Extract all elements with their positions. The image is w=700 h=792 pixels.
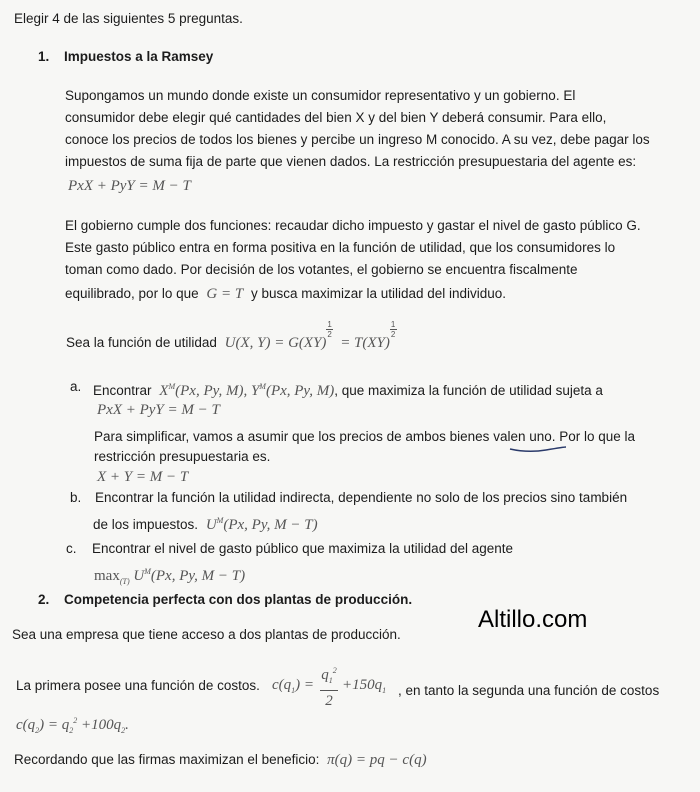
second-cost-function: $c(q_2) = q_2^2 +100q_2$.	[16, 716, 129, 735]
part-c-equation: $\max_{(T)} U^M(Px$, Py, M − T)	[94, 567, 246, 586]
q1-paragraph-line: impuestos de suma fija de parte que vienen dados. La restricción presupuestaria del agente es:	[65, 154, 637, 169]
budget-constraint-equation: PxX + PyY = M − T	[68, 178, 191, 194]
part-a-label: a.	[70, 379, 82, 394]
q1-number: 1.	[38, 49, 50, 64]
q2-first-cost-line: La primera posee una función de costos.	[16, 678, 260, 693]
part-a-note-line: Para simplificar, vamos a asumir que los precios de ambos bienes valen uno. Por lo que la	[94, 429, 636, 444]
part-c-label: c.	[66, 541, 77, 556]
q2-first-cost-line-tail: , en tanto la segunda una función de costos	[398, 683, 660, 698]
first-cost-function-tail: $+150q_1$	[342, 677, 387, 695]
q2-title: Competencia perfecta con dos plantas de producción.	[64, 592, 413, 607]
q1-paragraph-line: conoce los precios de todos los bienes y percibe un ingreso M conocido. A su vez, debe pagar los	[65, 132, 650, 147]
part-a-constraint-equation: PxX + PyY = M − T	[97, 402, 220, 418]
q1-paragraph-line: consumidor debe elegir qué cantidades del bien X y del bien Y deberá consumir. Para ello,	[65, 110, 607, 125]
q1-paragraph2-line: El gobierno cumple dos funciones: recaudar dicho impuesto y gastar el nivel de gasto público G.	[65, 218, 641, 233]
q2-number: 2.	[38, 592, 50, 607]
instructions-header: Elegir 4 de las siguientes 5 preguntas.	[14, 11, 243, 26]
q1-paragraph2-line: toman como dado. Por decisión de los votantes, el gobierno se encuentra fiscalmente	[65, 262, 578, 277]
part-b-line: de los impuestos. $U^M(Px$, Py, M − T)	[93, 516, 318, 533]
q2-paragraph: Sea una empresa que tiene acceso a dos plantas de producción.	[12, 627, 401, 642]
q1-paragraph2-line: equilibrado, por lo que G = T y busca maximizar la utilidad del individuo.	[65, 286, 507, 302]
valen-uno-text: valen uno	[493, 429, 552, 444]
part-b-line: Encontrar la función la utilidad indirecta, dependiente no solo de los precios sino también	[95, 490, 628, 505]
profit-equation: π(q) = pq − c(q)	[327, 752, 427, 768]
q1-title: Impuestos a la Ramsey	[64, 49, 214, 64]
part-a-simplified-equation: X + Y = M − T	[97, 469, 189, 485]
part-a-line: Encontrar $X^M(Px$, Py, M), $Y^M(Px$, Py, M), que maximiza la función de utilidad sujeta a	[93, 382, 603, 399]
utility-function-line: Sea la función de utilidad U(X, Y) = G(XY) $\frac{1}{2}$ = T(XY) $\frac{1}{2}$	[66, 320, 396, 351]
q2-profit-line: Recordando que las firmas maximizan el beneficio: π(q) = pq − c(q)	[14, 752, 427, 768]
first-cost-function: $c(q_1)$ =	[272, 677, 315, 695]
part-a-note-line: restricción presupuestaria es.	[94, 449, 271, 464]
part-b-label: b.	[70, 490, 82, 505]
q1-paragraph2-line: Este gasto público entra en forma positiva en la función de utilidad, que los consumidores lo	[65, 240, 616, 255]
part-c-line: Encontrar el nivel de gasto público que maximiza la utilidad del agente	[92, 541, 514, 556]
handwritten-underline	[508, 444, 568, 454]
cost-fraction: $q_1^2$ 2	[321, 666, 337, 709]
q1-paragraph-line: Supongamos un mundo donde existe un consumidor representativo y un gobierno. El	[65, 88, 576, 103]
watermark: Altillo.com	[478, 606, 588, 633]
g-equals-t-equation: G = T	[206, 286, 244, 302]
